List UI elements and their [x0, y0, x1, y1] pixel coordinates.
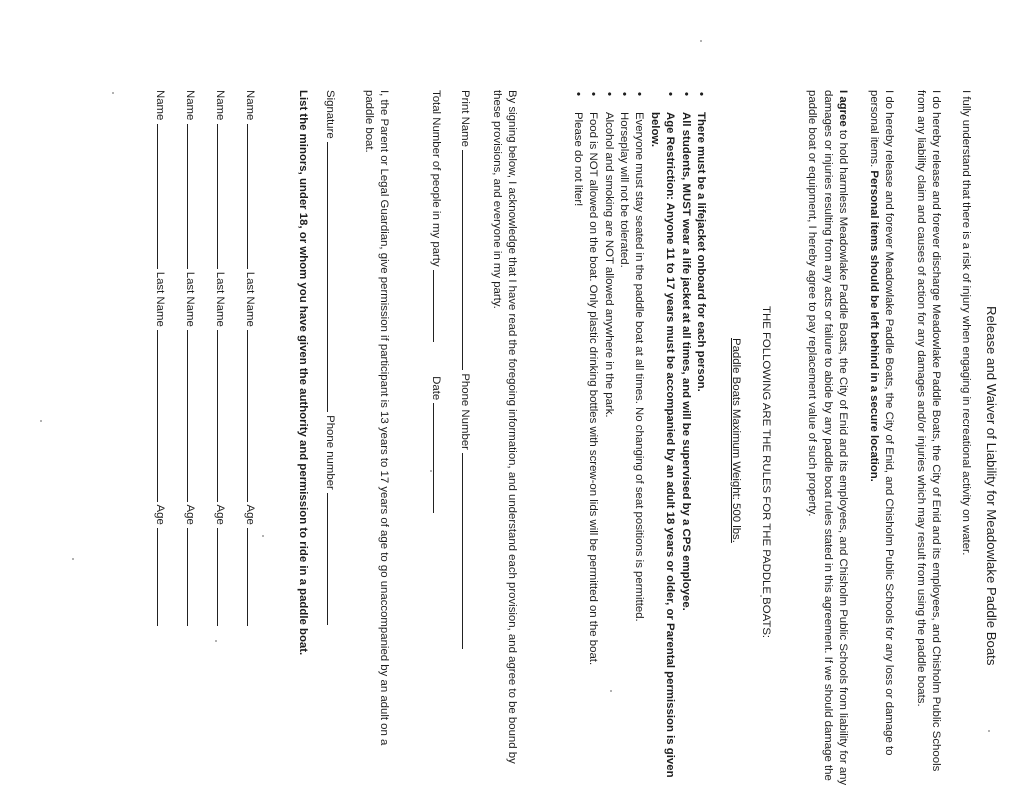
guardian-phone-field[interactable] — [327, 493, 339, 625]
guardian-statement: I, the Parent or Legal Guardian, give permission if participant is 13 years to 17 years of age to go unaccompanied by an adult on a paddle boat. — [362, 90, 390, 746]
rule-bold: All students, MUST wear a life jacket at all times, and will be supervised by a CPS employee. — [679, 112, 692, 611]
rule-item — [693, 90, 708, 780]
minor-name-label: Name — [154, 90, 166, 121]
waiver-page — [80, 76, 1000, 806]
minor-name-label: Name — [184, 90, 196, 121]
minor-age-label: Age — [154, 504, 166, 525]
minor-name-label: Name — [244, 90, 256, 121]
minor-name-field[interactable] — [157, 124, 169, 269]
personal-items-warning: Personal items should be left behind in a secure location. — [867, 170, 880, 482]
minor-name-field[interactable] — [187, 124, 199, 269]
loss-paragraph — [865, 90, 896, 790]
rule-bold: There must be a lifejacket onboard for each person. — [695, 112, 707, 392]
signature-line — [322, 90, 339, 625]
minor-last-name-field[interactable] — [217, 330, 229, 502]
minor-last-name-field[interactable] — [157, 330, 169, 502]
phone-number-field[interactable] — [462, 453, 474, 649]
print-name-line — [457, 90, 474, 649]
party-count-field[interactable] — [433, 270, 445, 342]
minor-last-name-field[interactable] — [187, 330, 199, 502]
minor-age-label: Age — [244, 504, 256, 525]
rule-text: Please do not liter! — [571, 112, 584, 207]
release-text: I do hereby release and forever discharge Meadowlake Paddle Boats, the City of Enid and its employees, and Chisholm Public Schools from any liability claim and causes of action for any damages and/or injuries which may result from using the paddle boats. — [914, 90, 942, 772]
rule-item — [616, 90, 631, 780]
minor-age-label: Age — [184, 504, 196, 525]
rule-item — [585, 90, 600, 780]
rule-text: Alcohol and smoking are NOT allowed anywhere in the park. — [602, 112, 615, 418]
waiver-title: Release and Waiver of Liability for Meadowlake Paddle Boats — [984, 306, 999, 666]
rule-text: Everyone must stay seated in the paddle boat at all times. No changing of seat positions is permitted. — [633, 112, 646, 622]
minor-age-field[interactable] — [217, 528, 229, 626]
minor-age-label: Age — [214, 504, 226, 525]
rule-item — [631, 90, 646, 780]
rule-item — [569, 90, 584, 780]
hold-harmless-text: to hold harmless Meadowlake Paddle Boats, the City of Enid and its employees, and Chisholm Public Schools from liability for any damages or injuries resulting from any acts or failure to abide by any paddle boat rules stated in this agreement. If we should damage the paddle boat or equipment, I hereby agree to pay replacement value of such property. — [806, 90, 849, 786]
rules-list — [569, 90, 708, 780]
acknowledgement-paragraph: By signing below, I acknowledge that I have read the foregoing information, and understand each provision, and agree to be bound by these provisions, and everyone in my party. — [490, 90, 518, 764]
print-name-field[interactable] — [462, 150, 474, 370]
rules-heading: THE FOLLOWING ARE THE RULES FOR THE PADDLE BOATS: — [760, 306, 772, 639]
minor-age-field[interactable] — [187, 528, 199, 626]
risk-statement: I fully understand that there is a risk of injury when engaging in recreational activity on water. — [960, 90, 972, 556]
signature-label: Signature — [324, 90, 336, 139]
party-count-line — [428, 90, 445, 513]
minor-last-name-label: Last Name — [154, 271, 166, 327]
max-weight-notice: Paddle Boats Maximum Weight: 500 lbs. — [730, 338, 742, 543]
scan-speck — [40, 420, 42, 422]
minors-instruction: List the minors, under 18, or whom you have given the authority and permission to ride in a paddle boat. — [297, 90, 309, 656]
minor-name-label: Name — [214, 90, 226, 121]
rule-item — [677, 90, 692, 780]
minor-name-field[interactable] — [247, 124, 259, 269]
minor-name-field[interactable] — [217, 124, 229, 269]
minor-row — [242, 90, 259, 626]
print-name-label: Print Name — [459, 90, 471, 147]
scan-speck — [72, 558, 74, 560]
minor-last-name-label: Last Name — [214, 271, 226, 327]
rule-item — [646, 90, 677, 780]
minor-row — [182, 90, 199, 626]
signature-field[interactable] — [327, 142, 339, 412]
release-paragraph — [912, 90, 943, 790]
phone-number-label-2: Phone number — [324, 415, 336, 490]
hold-harmless-lead: I agree — [837, 90, 849, 127]
phone-number-label: Phone Number — [459, 373, 471, 450]
minor-last-name-field[interactable] — [247, 330, 259, 502]
rule-text: Horseplay will not be tolerated. — [617, 112, 630, 268]
minor-age-field[interactable] — [247, 528, 259, 626]
rule-text: Food is NOT allowed on the boat. Only plastic drinking bottles with screw-on lids will be permitted on the boat. — [587, 112, 600, 666]
scan-speck — [700, 40, 702, 42]
minor-age-field[interactable] — [157, 528, 169, 626]
minor-row — [152, 90, 169, 626]
rule-item — [600, 90, 615, 780]
minor-last-name-label: Last Name — [244, 271, 256, 327]
hold-harmless-paragraph — [804, 90, 850, 790]
minor-last-name-label: Last Name — [184, 271, 196, 327]
loss-text: I do hereby release and forever Meadowlake Paddle Boats, the City of Enid, and Chisholm Public Schools for any loss or damage to personal items. — [867, 90, 895, 756]
rule-bold: Age Restriction: Anyone 11 to 17 years must be accompanied by an adult 18 years or older, or Parental permission is given below. — [648, 112, 677, 778]
date-label: Date — [430, 376, 442, 401]
minor-row — [212, 90, 229, 626]
party-count-label: Total Number of people in my party — [430, 90, 442, 267]
date-field[interactable] — [433, 403, 445, 513]
